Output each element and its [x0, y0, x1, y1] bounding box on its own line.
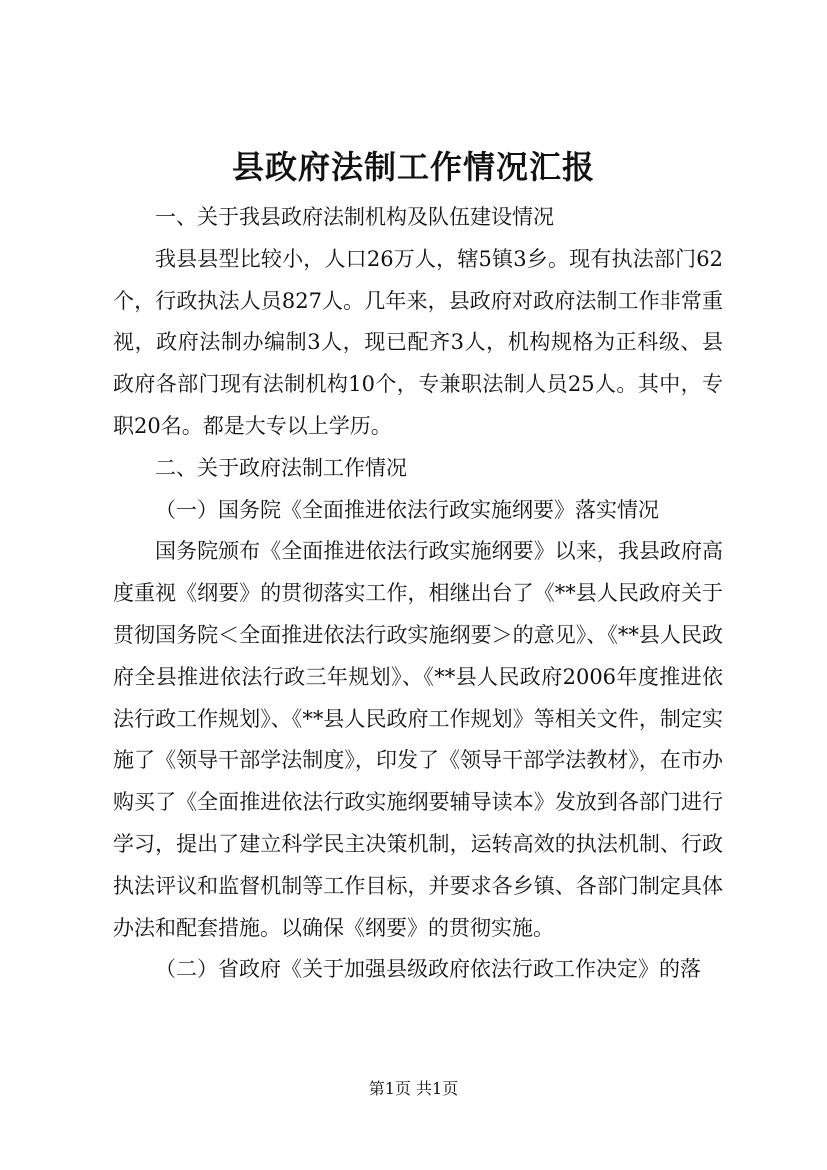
document-title: 县政府法制工作情况汇报 [231, 148, 595, 186]
section-heading-1: 一、关于我县政府法制机构及队伍建设情况 [155, 205, 554, 229]
document-body [113, 197, 723, 991]
paragraph-outline-implementation: 国务院颁布《全面推进依法行政实施纲要》以来，我县政府高度重视《纲要》的贯彻落实工作，相继出台了《**县人民政府关于贯彻国务院＜全面推进依法行政实施纲要＞的意见》、《**县人民政府全县推进依法行政三年规划》、《**县人民政府2006年度推进依法行政工作规划》、《**县人民政府工作规划》等相关文件，制定实施了《领导干部学法制度》，印发了《领导干部学法教材》，在市办购买了《全面推进依法行政实施纲要辅导读本》发放到各部门进行学习，提出了建立科学民主决策机制，运转高效的执法机制、行政执法评议和监督机制等工作目标，并要求各乡镇、各部门制定具体办法和配套措施。以确保《纲要》的贯彻实施。 [113, 539, 723, 940]
subsection-heading-1: （一）国务院《全面推进依法行政实施纲要》落实情况 [155, 497, 659, 522]
page-footer: 第1页 共1页 [368, 1079, 459, 1098]
section-heading-2: 二、关于政府法制工作情况 [155, 455, 407, 480]
paragraph-staffing: 我县县型比较小，人口26万人，辖5镇3乡。现有执法部门62个，行政执法人员827人。几年来，县政府对政府法制工作非常重视，政府法制办编制3人，现已配齐3人，机构规格为正科级、县政府各部门现有法制机构10个，专兼职法制人员25人。其中，专职20名。都是大专以上学历。 [113, 246, 723, 438]
subsection-heading-2: （二）省政府《关于加强县级政府依法行政工作决定》的落 [155, 957, 701, 982]
